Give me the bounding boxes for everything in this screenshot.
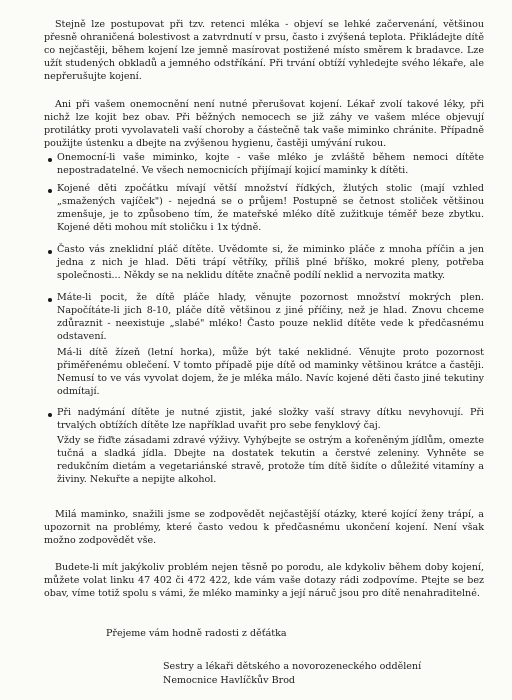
bullet-item: Kojené děti zpočátku mívají větší množství řídkých, žlutých stolic (mají vzhled „smažených vajíček") - nejedná se o průjem! Postupně se četnost stoliček většinou zmenšuje, je to způsobeno tím, že mateřské mléko dítě zužitkuje téměř beze zbytku. Kojené děti mohou mít stoličku i 1x týdně. (57, 183, 484, 234)
bullet-item: Máte-li pocit, že dítě pláče hlady, věnujte pozornost množství mokrých plen. Napočítáte-li jich 8-10, pláče dítě většinou z jiné příčiny, než je hlad. Znovu chceme zdůraznit - neexistuje „slabé" mléko! Často pouze neklid dítěte vede k předčasnému odstavení. (57, 292, 484, 343)
bullet-item: Často vás zneklidní pláč dítěte. Uvědomte si, že miminko pláče z mnoha příčin a jen jedna z nich je hlad. Děti trápí větříky, příliš plné bříško, mokré pleny, potřeba společnosti... Někdy se na neklidu dítěte značně podílí neklid a nervozita matky. (57, 244, 484, 282)
bullet-item: Při nadýmání dítěte je nutné zjistit, jaké složky vaší stravy dítku nevyhovují. Při trvalých obtížích dítěte lze například uvařit pro sebe fenyklový čaj. (57, 407, 484, 432)
bullet-dot (48, 298, 52, 302)
bullet-item: Onemocní-li vaše miminko, kojte - vaše mléko je zvláště během nemoci dítěte nepostradatelné. Ve všech nemocnicích přijímají kojicí maminky k dítěti. (57, 152, 484, 177)
bullet-dot (48, 250, 52, 254)
bullet-dot (48, 413, 52, 417)
closing-paragraph: Milá maminko, snažili jsme se zodpovědět nejčastější otázky, které kojící ženy trápí, a upozornit na problémy, které často vedou k předčasnému ukončení kojení. Není však možno zodpovědět vše. (44, 509, 484, 547)
bullet-dot (48, 189, 52, 193)
bullet-dot (48, 158, 52, 162)
paragraph-retence: Stejně lze postupovat při tzv. retenci mléka - objeví se lehké začervenání, většinou přesně ohraničená bolestivost a zatvrdnutí v prsu, často i zvýšená teplota. Přikládejte dítě co nejčastěji, během kojení lze jemně masírovat postižené místo směrem k bradavce. Lze užít studených obkladů a jemného odstříkání. Při trvání obtíží vyhledejte svého lékaře, ale nepřerušujte kojení. (44, 19, 484, 83)
bullet-continuation: Má-li dítě žízeň (letní horka), může být také neklidné. Věnujte proto pozornost přiměřenému oblečení. V tomto případě pije dítě od maminky většinou krátce a častěji. Nemusí to ve vás vyvolat dojem, že je mléka málo. Navíc kojené děti často jiné tekutiny odmítají. (57, 347, 484, 398)
signature-hospital: Nemocnice Havlíčkův Brod (163, 675, 296, 686)
paragraph-onemocneni-matky: Ani při vašem onemocnění není nutné přerušovat kojení. Lékař zvolí takové léky, při nichž lze kojit bez obav. Při běžných nemocech se již záhy ve vašem mléce objevují protilátky proti vyvolavateli vaší choroby a částečně tak vaše miminko chránite. Případně použijte ústenku a dbejte na zvýšenou hygienu, častěji umývání rukou. (44, 99, 484, 150)
bullet-continuation: Vždy se řiďte zásadami zdravé výživy. Vyhýbejte se ostrým a kořeněným jídlům, omezte tučná a sladká jídla. Dbejte na dostatek tekutin a čerstvé zeleniny. Vyhněte se redukčním dietám a vegetariánské stravě, protože tím dítě šidíte o důležité vitamíny a živiny. Nekuřte a nepijte alkohol. (57, 435, 484, 486)
signature-department: Sestry a lékaři dětského a novorozeneckého oddělení (163, 661, 422, 672)
closing-wish: Přejeme vám hodně radosti z děťátka (106, 628, 287, 639)
closing-paragraph-contact: Budete-li mít jakýkoliv problém nejen těsně po porodu, ale kdykoliv během doby kojení, můžete volat linku 47 402 či 472 422, kde vám vaše dotazy rádi zodpovíme. Ptejte se bez obav, víme totiž spolu s vámi, že mléko maminky a její náruč jsou pro dítě nenahraditelné. (44, 562, 484, 600)
